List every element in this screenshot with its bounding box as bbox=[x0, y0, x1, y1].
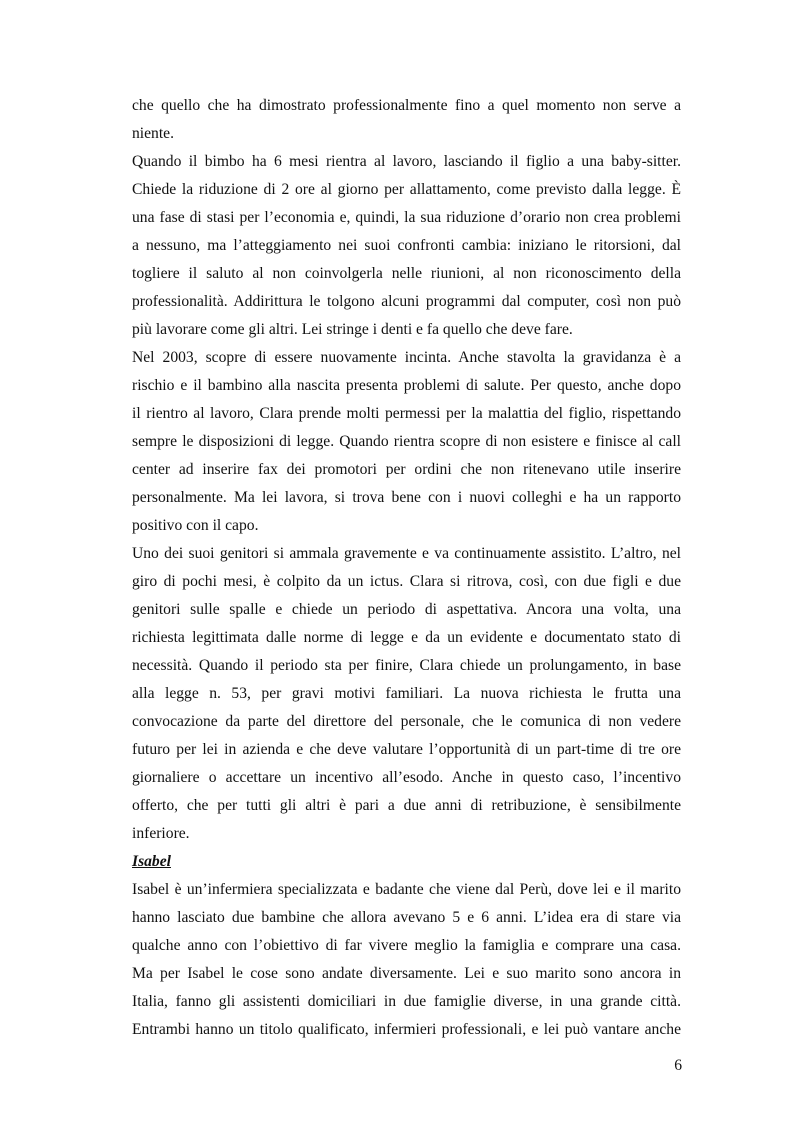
text-line: togliere il saluto al non coinvolgerla nelle riunioni, al non riconoscimento della bbox=[132, 265, 681, 282]
text-line: futuro per lei in azienda e che deve valutare l’opportunità di un part-time di tre ore bbox=[132, 741, 681, 758]
text-line: positivo con il capo. bbox=[132, 517, 259, 534]
text-line: Isabel è un’infermiera specializzata e badante che viene dal Perù, dove lei e il marito bbox=[132, 881, 681, 898]
text-line: giro di pochi mesi, è colpito da un ictus. Clara si ritrova, così, con due figli e due bbox=[132, 573, 681, 590]
text-line: offerto, che per tutti gli altri è pari a due anni di retribuzione, è sensibilmente bbox=[132, 797, 681, 814]
text-line: professionalità. Addirittura le tolgono alcuni programmi dal computer, così non può bbox=[132, 293, 681, 310]
text-line: Quando il bimbo ha 6 mesi rientra al lavoro, lasciando il figlio a una baby-sitter. bbox=[132, 153, 681, 170]
text-line: inferiore. bbox=[132, 825, 190, 842]
text-line: Ma per Isabel le cose sono andate diversamente. Lei e suo marito sono ancora in bbox=[132, 965, 681, 982]
text-line: Entrambi hanno un titolo qualificato, infermieri professionali, e lei può vantare anche bbox=[132, 1021, 681, 1038]
paragraph bbox=[132, 540, 681, 848]
text-line: personalmente. Ma lei lavora, si trova bene con i nuovi colleghi e ha un rapporto bbox=[132, 489, 681, 506]
text-line: giornaliere o accettare un incentivo all’esodo. Anche in questo caso, l’incentivo bbox=[132, 769, 681, 786]
paragraph bbox=[132, 876, 681, 1044]
text-line: più lavorare come gli altri. Lei stringe i denti e fa quello che deve fare. bbox=[132, 321, 573, 338]
text-line: che quello che ha dimostrato professionalmente fino a quel momento non serve a bbox=[132, 97, 681, 114]
text-line: rischio e il bambino alla nascita presenta problemi di salute. Per questo, anche dopo bbox=[132, 377, 681, 394]
text-line: hanno lasciato due bambine che allora avevano 5 e 6 anni. L’idea era di stare via bbox=[132, 909, 681, 926]
text-line: Italia, fanno gli assistenti domiciliari in due famiglie diverse, in una grande città. bbox=[132, 993, 681, 1010]
text-line: richiesta legittimata dalle norme di legge e da un evidente e documentato stato di bbox=[132, 629, 681, 646]
text-line: center ad inserire fax dei promotori per ordini che non ritenevano utile inserire bbox=[132, 461, 681, 478]
paragraph bbox=[132, 92, 681, 148]
text-line: convocazione da parte del direttore del personale, che le comunica di non vedere bbox=[132, 713, 681, 730]
text-line: il rientro al lavoro, Clara prende molti permessi per la malattia del figlio, rispettando bbox=[132, 405, 681, 422]
text-line: Chiede la riduzione di 2 ore al giorno per allattamento, come previsto dalla legge. È bbox=[132, 181, 681, 198]
text-line: alla legge n. 53, per gravi motivi familiari. La nuova richiesta le frutta una bbox=[132, 685, 681, 702]
text-line: a nessuno, ma l’atteggiamento nei suoi confronti cambia: iniziano le ritorsioni, dal bbox=[132, 237, 681, 254]
text-line: necessità. Quando il periodo sta per finire, Clara chiede un prolungamento, in base bbox=[132, 657, 681, 674]
text-line: Nel 2003, scopre di essere nuovamente incinta. Anche stavolta la gravidanza è a bbox=[132, 349, 681, 366]
text-line: sempre le disposizioni di legge. Quando rientra scopre di non esistere e finisce al call bbox=[132, 433, 681, 450]
paragraph bbox=[132, 148, 681, 344]
document-body bbox=[132, 92, 681, 1044]
text-line: qualche anno con l’obiettivo di far vivere meglio la famiglia e comprare una casa. bbox=[132, 937, 681, 954]
text-line: una fase di stasi per l’economia e, quindi, la sua riduzione d’orario non crea problemi bbox=[132, 209, 681, 226]
paragraph bbox=[132, 344, 681, 540]
text-line: genitori sulle spalle e chiede un periodo di aspettativa. Ancora una volta, una bbox=[132, 601, 681, 618]
section-heading: Isabel bbox=[132, 853, 171, 870]
page-number: 6 bbox=[674, 1057, 682, 1074]
text-line: Uno dei suoi genitori si ammala gravemente e va continuamente assistito. L’altro, nel bbox=[132, 545, 681, 562]
text-line: niente. bbox=[132, 125, 174, 142]
